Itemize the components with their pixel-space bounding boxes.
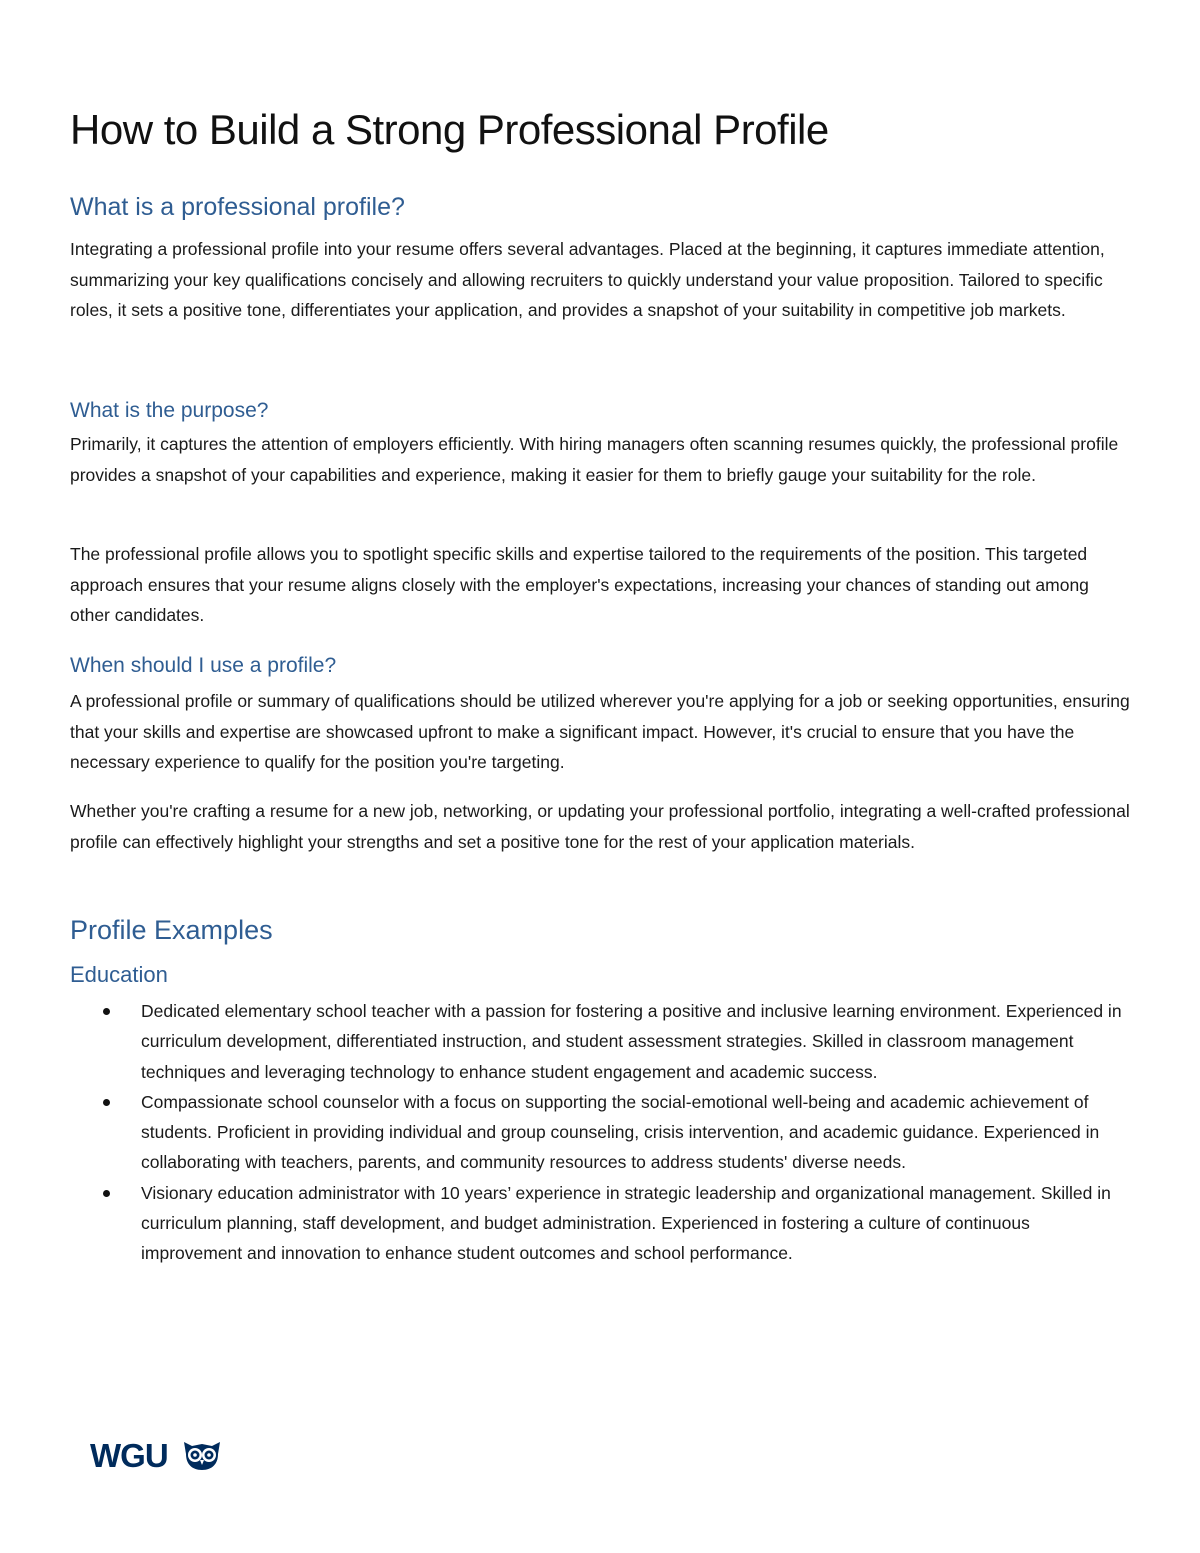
section-paragraph-when-1: A professional profile or summary of qualifications should be utilized wherever you're applying for a job or seeking opportunities, ensuring that your skills and expertise are showcased upfront to make a significant impact. However, it's crucial to ensure that you have the necessary experience to qualify for the position you're targeting. [70, 691, 1130, 772]
list-item-text: Compassionate school counselor with a focus on supporting the social-emotional well-being and academic achievement of students. Proficient in providing individual and group counseling, crisis intervention, and academic guidance. Experienced in collaborating with teachers, parents, and community resources to address students' diverse needs. [141, 1091, 1100, 1173]
education-examples-list [70, 996, 1130, 1269]
owl-icon [182, 1440, 222, 1472]
section-paragraph-purpose-1: Primarily, it captures the attention of employers efficiently. With hiring managers often scanning resumes quickly, the professional profile provides a snapshot of your capabilities and experience, making it easier for them to briefly gauge your suitability for the role. [70, 434, 1119, 485]
section-heading-purpose: What is the purpose? [70, 399, 269, 422]
page-title: How to Build a Strong Professional Profile [70, 106, 829, 153]
section-paragraph-when-2: Whether you're crafting a resume for a new job, networking, or updating your professional portfolio, integrating a well-crafted professional profile can effectively highlight your strengths and set a positive tone for the rest of your application materials. [70, 801, 1130, 852]
logo-text: WGU [90, 1437, 168, 1474]
wgu-logo [90, 1436, 230, 1476]
list-item [70, 1087, 1130, 1178]
list-item-text: Visionary education administrator with 10 years’ experience in strategic leadership and organizational management. Skilled in curriculum planning, staff development, and budget administration. Experienced in fostering a culture of continuous improvement and innovation to enhance student outcomes and school performance. [141, 1182, 1111, 1264]
section-paragraph-what: Integrating a professional profile into your resume offers several advantages. Placed at the beginning, it captures immediate attention, summarizing your key qualifications concisely and allowing recruiters to quickly understand your value proposition. Tailored to specific roles, it sets a positive tone, differentiates your application, and provides a snapshot of your suitability in competitive job markets. [70, 239, 1105, 320]
bullet-icon [103, 1008, 110, 1015]
list-item [70, 1178, 1130, 1269]
section-paragraph-purpose-2: The professional profile allows you to spotlight specific skills and expertise tailored to the requirements of the position. This targeted approach ensures that your resume aligns closely with the employer's expectations, increasing your chances of standing out among other candidates. [70, 544, 1089, 625]
bullet-icon [103, 1190, 110, 1197]
section-heading-examples: Profile Examples [70, 915, 273, 945]
bullet-icon [103, 1099, 110, 1106]
list-item-text: Dedicated elementary school teacher with a passion for fostering a positive and inclusive learning environment. Experienced in curriculum development, differentiated instruction, and student assessment strategies. Skilled in classroom management techniques and leveraging technology to enhance student engagement and academic success. [141, 1001, 1122, 1082]
section-heading-when: When should I use a profile? [70, 654, 337, 677]
subsection-heading-education: Education [70, 962, 168, 987]
list-item [70, 996, 1130, 1087]
section-heading-what: What is a professional profile? [70, 193, 405, 221]
